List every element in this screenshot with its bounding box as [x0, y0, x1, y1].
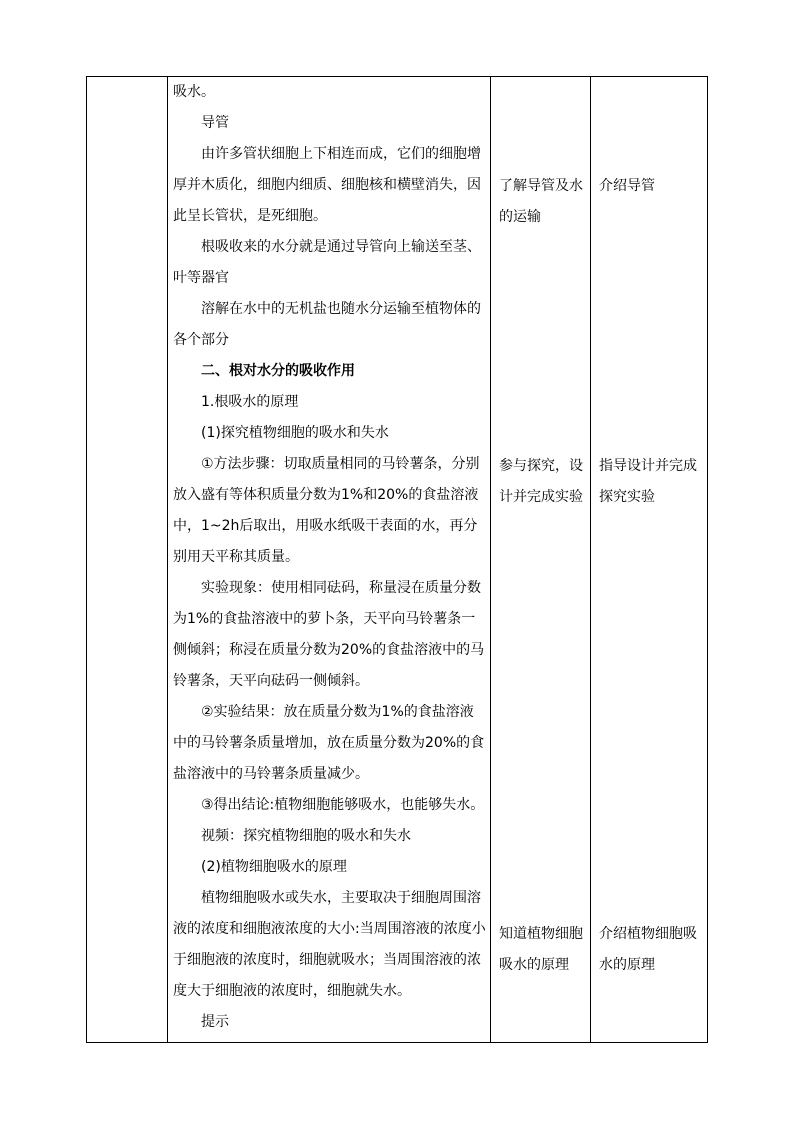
goal-text: 了解导管及水的运输 — [499, 178, 583, 225]
activity-text: 介绍导管 — [599, 178, 655, 194]
content-paragraph: 根吸收来的水分就是通过导管向上输送至茎、叶等器官 — [173, 239, 481, 286]
lesson-table — [86, 76, 708, 1043]
content-paragraph: 1.根吸水的原理 — [201, 394, 299, 410]
activity-text: 指导设计并完成探究实验 — [599, 458, 697, 505]
activity-text: 介绍植物细胞吸水的原理 — [599, 926, 697, 973]
goal-text: 知道植物细胞吸水的原理 — [499, 926, 583, 973]
content-paragraph: 植物细胞吸水或失水，主要取决于细胞周围溶液的浓度和细胞液浓度的大小:当周围溶液的浓度小于细胞液的浓度时，细胞就吸水；当周围溶液的浓度大于细胞液的浓度时，细胞就失水。 — [173, 890, 486, 999]
goal-text: 参与探究，设计并完成实验 — [499, 458, 583, 505]
stage-cell — [87, 77, 167, 1042]
content-paragraph: (2)植物细胞吸水的原理 — [201, 859, 347, 875]
content-paragraph: 由许多管状细胞上下相连而成，它们的细胞增厚并木质化，细胞内细质、细胞核和横壁消失，因此呈长管状，是死细胞。 — [173, 146, 481, 224]
content-paragraph: 吸水。 — [173, 84, 215, 100]
content-paragraph: 导管 — [201, 115, 229, 131]
content-paragraph: 视频：探究植物细胞的吸水和失水 — [201, 828, 411, 844]
content-paragraph: ②实验结果：放在质量分数为1%的食盐溶液中的马铃薯条质量增加，放在质量分数为20%的食盐溶液中的马铃薯条质量减少。 — [173, 704, 485, 782]
content-paragraph: (1)探究植物细胞的吸水和失水 — [201, 425, 389, 441]
content-paragraph: 溶解在水中的无机盐也随水分运输至植物体的各个部分 — [173, 301, 481, 348]
content-paragraph: 提示 — [201, 1014, 229, 1030]
content-paragraph: ③得出结论:植物细胞能够吸水，也能够失水。 — [201, 797, 485, 813]
content-cell — [168, 77, 491, 1042]
content-paragraph: 实验现象：使用相同砝码，称量浸在质量分数为1%的食盐溶液中的萝卜条，天平向马铃薯条一侧倾斜；称浸在质量分数为20%的食盐溶液中的马铃薯条，天平向砝码一侧倾斜。 — [173, 580, 485, 689]
section-heading: 二、根对水分的吸收作用 — [201, 363, 355, 379]
content-paragraph: ①方法步骤：切取质量相同的马铃薯条，分别放入盛有等体积质量分数为1%和20%的食盐溶液中，1~2h后取出，用吸水纸吸干表面的水，再分别用天平称其质量。 — [173, 456, 480, 565]
